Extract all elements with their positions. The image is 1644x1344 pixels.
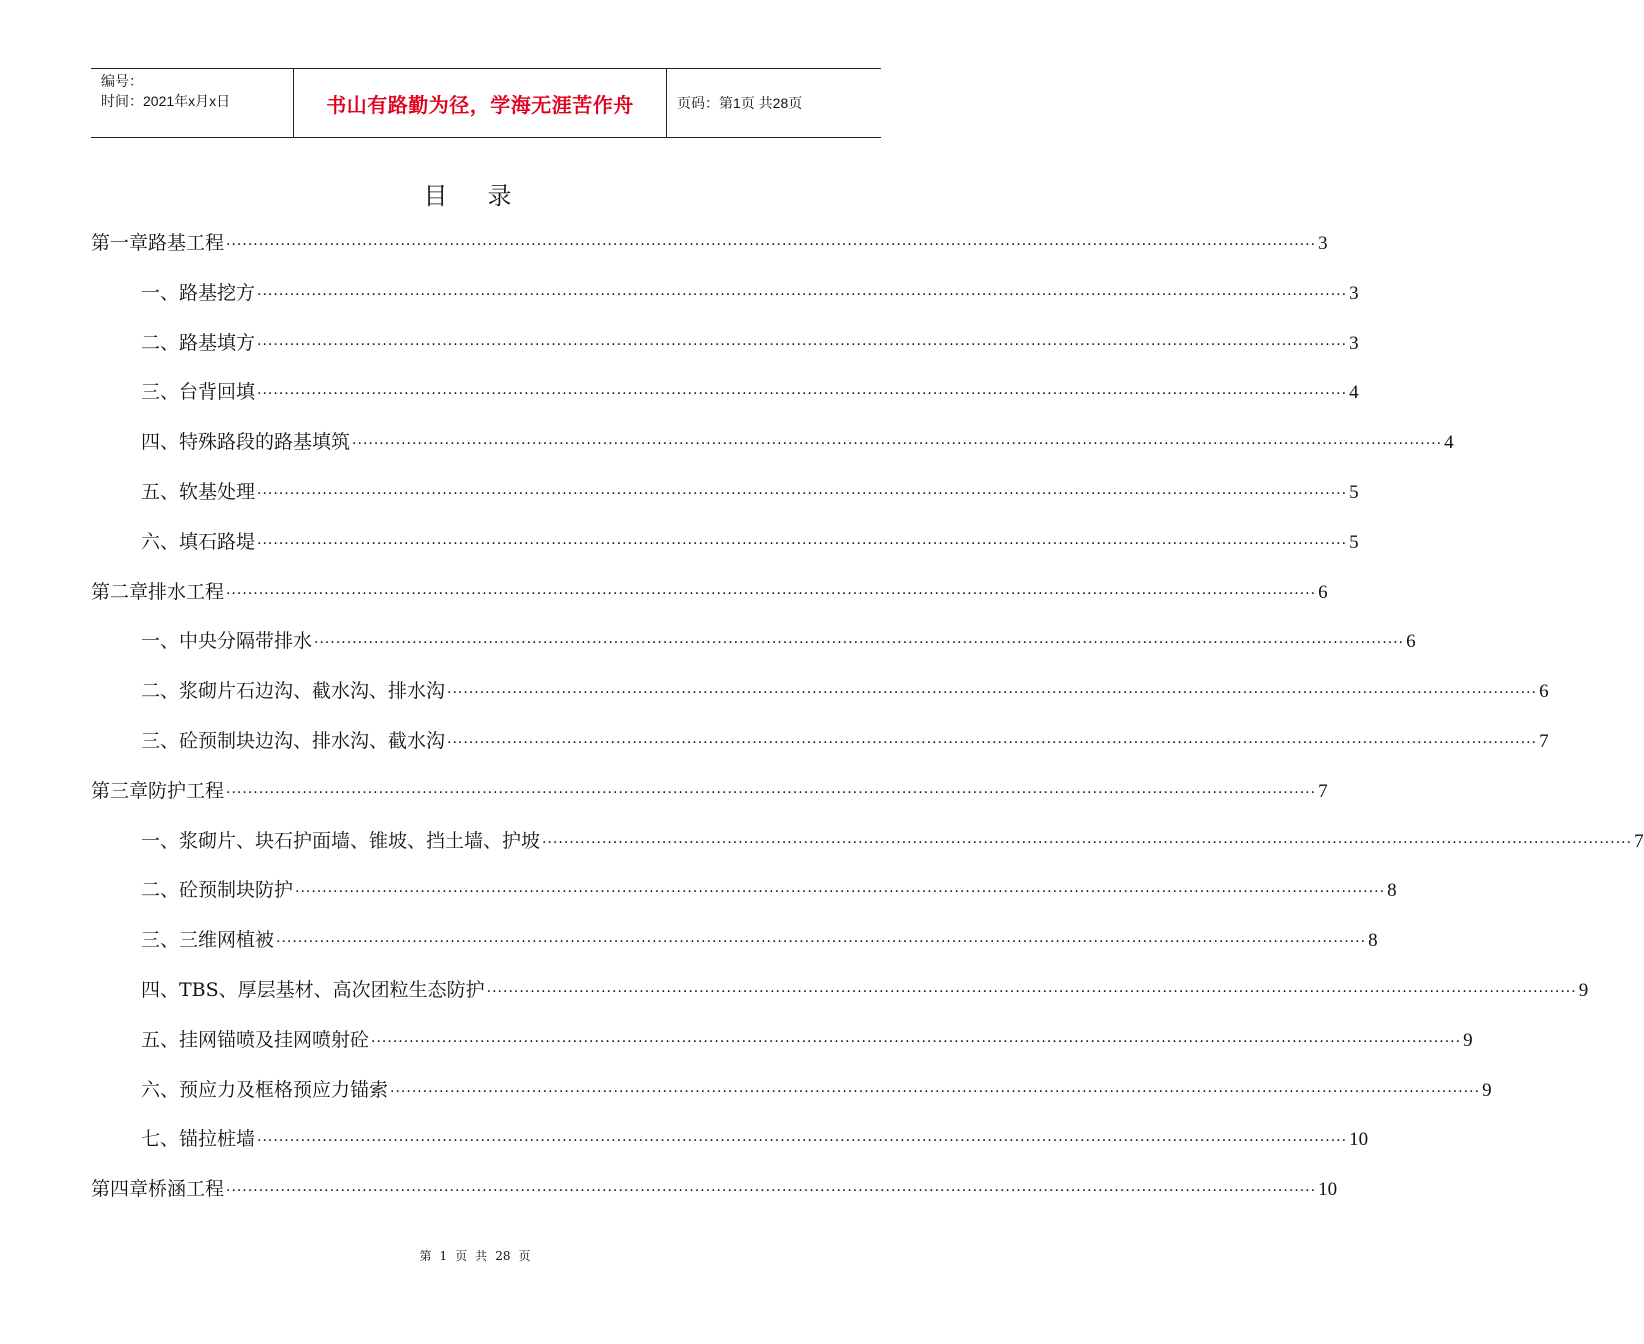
toc-section-entry[interactable] xyxy=(141,925,1378,955)
toc-leader-dots: ········································································································································································································ xyxy=(390,1084,1481,1100)
toc-chapter-title: 防护工程 xyxy=(148,780,225,802)
toc-entry-label: 五、软基处理 xyxy=(141,481,256,503)
toc-entry-label: 第三章 xyxy=(91,780,149,802)
toc-page-number: 6 xyxy=(1318,582,1328,603)
toc-section-entry[interactable] xyxy=(141,427,1454,457)
toc-leader-dots: ········································································································································································································ xyxy=(226,1183,1317,1199)
toc-chapter-title: 路基工程 xyxy=(148,232,225,254)
toc-entry-label: 四、特殊路段的路基填筑 xyxy=(141,431,351,453)
toc-page-number: 5 xyxy=(1349,532,1359,553)
footer-text-3: 共 xyxy=(475,1249,488,1263)
toc-section-entry[interactable] xyxy=(141,328,1359,358)
toc-section-entry[interactable] xyxy=(141,975,1589,1005)
toc-chapter-entry[interactable] xyxy=(91,577,1328,607)
toc-page-number: 5 xyxy=(1349,482,1359,503)
toc-leader-dots: ········································································································································································································ xyxy=(226,785,1317,801)
toc-section-entry[interactable] xyxy=(141,527,1359,557)
toc-page-number: 10 xyxy=(1349,1129,1369,1150)
toc-leader-dots: ········································································································································································································ xyxy=(257,1133,1348,1149)
toc-leader-dots: ········································································································································································································ xyxy=(295,884,1386,900)
toc-entry-label: 三、台背回填 xyxy=(141,381,256,403)
document-number-label: 编号： xyxy=(101,73,143,89)
toc-section-entry[interactable] xyxy=(141,726,1549,756)
toc-page-number: 4 xyxy=(1444,432,1454,453)
toc-section-entry[interactable] xyxy=(141,676,1549,706)
toc-entry-label: 三、三维网植被 xyxy=(141,929,275,951)
toc-section-entry[interactable] xyxy=(141,826,1644,856)
toc-page-number: 3 xyxy=(1349,333,1359,354)
toc-entry-label: 六、填石路堤 xyxy=(141,531,256,553)
toc-title: 目录 xyxy=(423,182,552,210)
toc-page-number: 4 xyxy=(1349,382,1359,403)
toc-page-number: 8 xyxy=(1368,930,1378,951)
toc-page-number: 7 xyxy=(1634,831,1644,852)
toc-leader-dots: ········································································································································································································ xyxy=(257,386,1348,402)
toc-page-number: 9 xyxy=(1463,1030,1473,1051)
toc-chapter-entry[interactable] xyxy=(91,228,1328,258)
toc-page-number: 9 xyxy=(1482,1080,1492,1101)
toc-entry-label: 一、浆砌片、块石护面墙、锥坡、挡土墙、护坡 xyxy=(141,830,541,852)
toc-leader-dots: ········································································································································································································ xyxy=(257,337,1348,353)
toc-chapter-entry[interactable] xyxy=(91,776,1328,806)
footer-current-page: 1 xyxy=(439,1249,448,1263)
toc-leader-dots: ········································································································································································································ xyxy=(352,436,1443,452)
toc-page-number: 7 xyxy=(1318,781,1328,802)
toc-leader-dots: ········································································································································································································ xyxy=(257,486,1348,502)
toc-section-entry[interactable] xyxy=(141,477,1359,507)
document-time-label: 时间：2021年x月x日 xyxy=(101,93,231,109)
toc-entry-label: 第一章 xyxy=(91,232,149,254)
toc-leader-dots: ········································································································································································································ xyxy=(447,735,1538,751)
header-page-info: 页码：第1页 共28页 xyxy=(677,95,803,111)
toc-page-number: 3 xyxy=(1318,233,1328,254)
toc-page-number: 3 xyxy=(1349,283,1359,304)
toc-page-number: 6 xyxy=(1406,631,1416,652)
toc-entry-label: 二、砼预制块防护 xyxy=(141,879,294,901)
toc-entry-label: 五、挂网锚喷及挂网喷射砼 xyxy=(141,1029,370,1051)
toc-entry-label: 七、锚拉桩墙 xyxy=(141,1128,256,1150)
toc-section-entry[interactable] xyxy=(141,875,1397,905)
toc-entry-label: 二、浆砌片石边沟、截水沟、排水沟 xyxy=(141,680,446,702)
toc-page-number: 8 xyxy=(1387,880,1397,901)
toc-leader-dots: ········································································································································································································ xyxy=(542,835,1633,851)
toc-entry-label: 六、预应力及框格预应力锚索 xyxy=(141,1079,389,1101)
toc-leader-dots: ········································································································································································································ xyxy=(257,287,1348,303)
toc-chapter-title: 排水工程 xyxy=(148,581,225,603)
page-footer xyxy=(0,1247,950,1264)
toc-entry-label: 一、路基挖方 xyxy=(141,282,256,304)
toc-section-entry[interactable] xyxy=(141,1025,1473,1055)
toc-section-entry[interactable] xyxy=(141,278,1359,308)
toc-page-number: 9 xyxy=(1578,980,1589,1001)
footer-text-4: 页 xyxy=(518,1249,531,1263)
toc-section-entry[interactable] xyxy=(141,626,1416,656)
toc-section-entry[interactable] xyxy=(141,377,1359,407)
toc-leader-dots: ········································································································································································································ xyxy=(226,586,1317,602)
toc-leader-dots: ········································································································································································································ xyxy=(226,237,1317,253)
toc-leader-dots: ········································································································································································································ xyxy=(257,536,1348,552)
toc-section-entry[interactable] xyxy=(141,1075,1492,1105)
footer-total-pages: 28 xyxy=(495,1249,511,1263)
toc-entry-label: 一、中央分隔带排水 xyxy=(141,630,313,652)
header-motto: 书山有路勤为径，学海无涯苦作舟 xyxy=(326,92,634,117)
toc-chapter-title: 桥涵工程 xyxy=(148,1178,225,1200)
toc-chapter-entry[interactable] xyxy=(91,1174,1338,1204)
toc-entry-label: 第二章 xyxy=(91,581,149,603)
toc-entry-label: 四、TBS、厚层基材、高次团粒生态防护 xyxy=(141,979,485,1001)
toc-leader-dots: ········································································································································································································ xyxy=(314,635,1405,651)
toc-entry-label: 三、砼预制块边沟、排水沟、截水沟 xyxy=(141,730,446,752)
toc-entry-label: 第四章 xyxy=(91,1178,149,1200)
footer-text-2: 页 xyxy=(455,1249,468,1263)
footer-text-1: 第 xyxy=(419,1249,432,1263)
toc-leader-dots: ········································································································································································································ xyxy=(486,984,1577,1000)
toc-leader-dots: ········································································································································································································ xyxy=(447,685,1538,701)
toc-page-number: 7 xyxy=(1539,731,1549,752)
toc-leader-dots: ········································································································································································································ xyxy=(371,1034,1462,1050)
toc-page-number: 10 xyxy=(1318,1179,1338,1200)
toc-entry-label: 二、路基填方 xyxy=(141,332,256,354)
toc-leader-dots: ········································································································································································································ xyxy=(276,934,1367,950)
toc-page-number: 6 xyxy=(1539,681,1549,702)
toc-section-entry[interactable] xyxy=(141,1124,1369,1154)
